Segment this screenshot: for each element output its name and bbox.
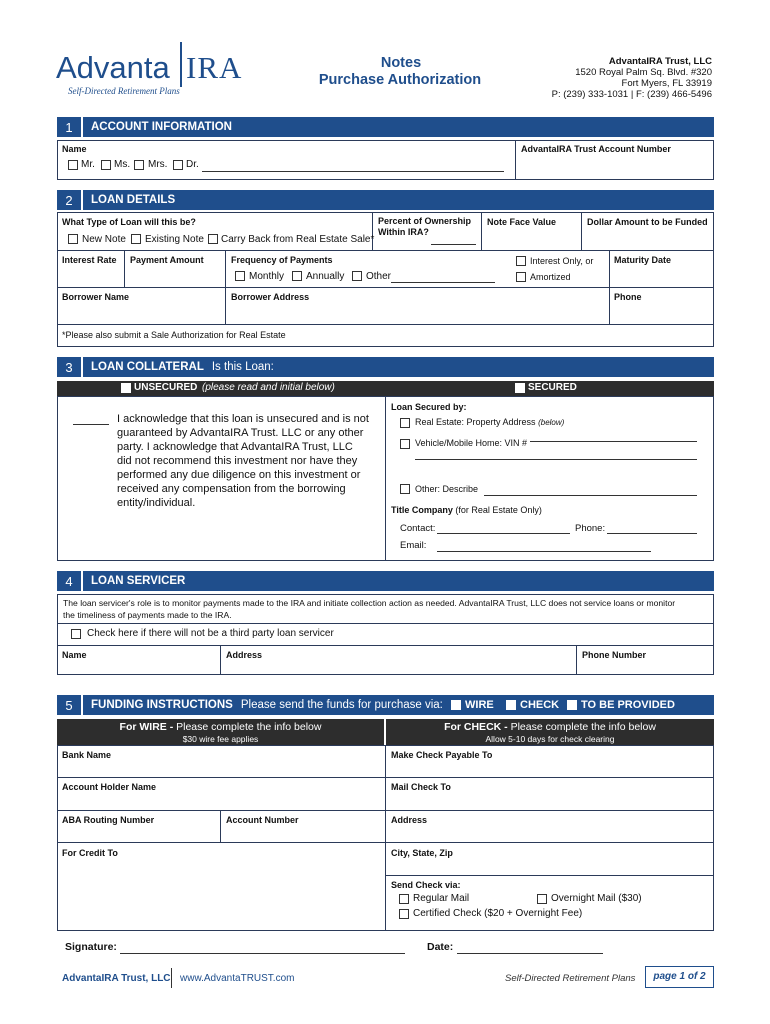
other-freq-checkbox[interactable]: [352, 271, 362, 281]
initial-line[interactable]: [73, 424, 109, 425]
carry-back-label: Carry Back from Real Estate Sale*: [221, 234, 375, 245]
interest-rate-label: Interest Rate: [62, 255, 117, 265]
title-phone-label: Phone:: [575, 523, 606, 534]
footer-website[interactable]: www.AdvantaTRUST.com: [180, 973, 295, 984]
mr-checkbox[interactable]: [68, 160, 78, 170]
divider: [576, 645, 577, 675]
check-header-line: [386, 721, 714, 733]
email-line[interactable]: [437, 551, 651, 552]
monthly-checkbox[interactable]: [235, 271, 245, 281]
account-holder-label: Account Holder Name: [62, 782, 157, 792]
section-2-title-text: LOAN DETAILS: [91, 194, 176, 206]
monthly-label: Monthly: [249, 271, 285, 282]
mr-label: Mr.: [81, 159, 95, 170]
pct-ownership-input-line[interactable]: [431, 244, 476, 245]
section-5-title-text: FUNDING INSTRUCTIONS: [91, 699, 233, 711]
contact-label: Contact:: [400, 523, 436, 534]
company-phone-fax: P: (239) 333-1031 | F: (239) 466-5496: [551, 89, 712, 100]
divider: [57, 287, 714, 288]
interest-only-checkbox[interactable]: [516, 256, 526, 266]
wire-option-label: WIRE: [465, 699, 494, 711]
footer-company: AdvantaIRA Trust, LLC: [62, 973, 171, 984]
ms-label: Ms.: [114, 159, 131, 170]
divider: [385, 875, 714, 876]
payment-amount-label: Payment Amount: [130, 255, 204, 265]
ack-line-3: party. I acknowledge that AdvantaIRA Trust, LLC: [117, 441, 353, 453]
divider: [225, 250, 226, 287]
dr-label: Dr.: [186, 159, 199, 170]
frequency-label: Frequency of Payments: [231, 255, 333, 265]
secured-label: SECURED: [528, 382, 577, 393]
account-number-wire-label: Account Number: [226, 815, 299, 825]
divider: [57, 842, 714, 843]
form-title-line1: Notes: [380, 55, 422, 71]
footer-page-number: page 1 of 2: [653, 971, 706, 982]
servicer-description-2: the timeliness of payments made to the IRA.: [63, 610, 232, 620]
loan-type-label: What Type of Loan will this be?: [62, 217, 196, 227]
unsecured-note: (please read and initial below): [202, 382, 335, 393]
to-be-provided-checkbox[interactable]: [567, 700, 577, 710]
wire-header-text: Please complete the info below: [176, 721, 322, 733]
signature-label: Signature:: [65, 941, 117, 953]
to-be-provided-label: TO BE PROVIDED: [581, 699, 675, 711]
account-number-label: AdvantaIRA Trust Account Number: [521, 144, 671, 154]
pct-ownership-label-2: Within IRA?: [378, 227, 429, 237]
footer-divider: [171, 968, 172, 988]
check-header: [386, 719, 714, 746]
divider: [220, 645, 221, 675]
vehicle-checkbox[interactable]: [400, 439, 410, 449]
borrower-address-label: Borrower Address: [231, 292, 310, 302]
form-title-line2: Purchase Authorization: [318, 72, 482, 88]
secured-checkbox[interactable]: [515, 383, 525, 393]
signature-line[interactable]: [120, 953, 405, 954]
section-5-number: 5: [57, 695, 81, 715]
certified-check-label: Certified Check ($20 + Overnight Fee): [413, 908, 583, 919]
section-2-number: 2: [57, 190, 81, 210]
loan-secured-by-label: Loan Secured by:: [391, 402, 467, 412]
wire-header-line: [57, 721, 384, 733]
new-note-checkbox[interactable]: [68, 234, 78, 244]
section-4-number: 4: [57, 571, 81, 591]
property-address-line-2[interactable]: [415, 459, 697, 460]
servicer-name-label: Name: [62, 650, 87, 660]
real-estate-note: *Please also submit a Sale Authorization for Real Estate: [62, 330, 286, 340]
real-estate-checkbox[interactable]: [400, 418, 410, 428]
section-3-number: 3: [57, 357, 81, 377]
other-collateral-label: Other: Describe: [415, 484, 479, 494]
divider: [515, 140, 516, 180]
servicer-description-1: The loan servicer's role is to monitor payments made to the IRA and initiate collection action as needed. AdvantaIRA Trust, LLC does not service loans or monitor: [63, 598, 676, 608]
annually-label: Annually: [306, 271, 345, 282]
borrower-phone-label: Phone: [614, 292, 642, 302]
carry-back-checkbox[interactable]: [208, 234, 218, 244]
date-label: Date:: [427, 941, 454, 953]
other-collateral-checkbox[interactable]: [400, 484, 410, 494]
real-estate-label-text: Real Estate: Property Address: [415, 417, 536, 427]
check-checkbox[interactable]: [506, 700, 516, 710]
name-label: Name: [62, 144, 87, 154]
no-servicer-label: Check here if there will not be a third party loan servicer: [87, 628, 334, 639]
certified-check-checkbox[interactable]: [399, 909, 409, 919]
wire-header: [57, 719, 384, 746]
below-note: (below): [538, 418, 565, 427]
mrs-label: Mrs.: [148, 159, 168, 170]
annually-checkbox[interactable]: [292, 271, 302, 281]
check-header-text: Please complete the info below: [510, 721, 656, 733]
divider: [124, 250, 125, 287]
send-check-via-label: Send Check via:: [391, 880, 461, 890]
ack-line-1: I acknowledge that this loan is unsecured and is not: [117, 413, 369, 425]
servicer-address-label: Address: [226, 650, 263, 660]
existing-note-checkbox[interactable]: [131, 234, 141, 244]
amortized-label: Amortized: [530, 272, 571, 282]
note-face-value-label: Note Face Value: [487, 217, 557, 227]
ack-line-4: did not recommend this investment nor have they: [117, 455, 358, 467]
ack-line-7: entity/individual.: [117, 497, 196, 509]
date-line[interactable]: [457, 953, 603, 954]
amortized-checkbox[interactable]: [516, 272, 526, 282]
email-label: Email:: [400, 540, 427, 551]
divider: [481, 212, 482, 250]
other-freq-input-line[interactable]: [391, 282, 495, 283]
ack-line-2: guaranteed by AdvantaIRA Trust. LLC or any other: [117, 427, 364, 439]
title-company-label-text: Title Company: [391, 505, 453, 515]
borrower-name-label: Borrower Name: [62, 292, 130, 302]
company-address1: 1520 Royal Palm Sq. Blvd. #320: [575, 67, 712, 78]
vehicle-label: Vehicle/Mobile Home: VIN #: [415, 438, 530, 448]
divider: [225, 287, 226, 324]
contact-line[interactable]: [437, 533, 570, 534]
wire-checkbox[interactable]: [451, 700, 461, 710]
check-option-label: CHECK: [520, 699, 560, 711]
ms-checkbox[interactable]: [101, 160, 111, 170]
company-name: AdvantaIRA Trust, LLC: [608, 56, 712, 67]
check-header-bold: For CHECK -: [444, 721, 508, 733]
mail-check-to-label: Mail Check To: [391, 782, 451, 792]
overnight-mail-checkbox[interactable]: [537, 894, 547, 904]
divider: [581, 212, 582, 250]
regular-mail-checkbox[interactable]: [399, 894, 409, 904]
no-servicer-checkbox[interactable]: [71, 629, 81, 639]
title-company-label: [391, 505, 542, 515]
divider: [57, 324, 714, 325]
aba-routing-label: ABA Routing Number: [62, 815, 155, 825]
title-company-note: (for Real Estate Only): [455, 505, 542, 515]
section-1-title-text: ACCOUNT INFORMATION: [91, 121, 232, 133]
title-phone-line[interactable]: [607, 533, 697, 534]
payable-to-label: Make Check Payable To: [391, 750, 493, 760]
name-input-line[interactable]: [202, 171, 504, 172]
unsecured-checkbox[interactable]: [121, 383, 131, 393]
ack-line-5: performed any due diligence on this investment or: [117, 469, 361, 481]
divider: [609, 250, 610, 287]
logo-advanta: Advanta: [56, 50, 170, 85]
new-note-label: New Note: [82, 234, 126, 245]
section-1-number: 1: [57, 117, 81, 137]
footer-tagline: Self-Directed Retirement Plans: [505, 973, 636, 984]
pct-ownership-label: Percent of Ownership: [378, 216, 472, 226]
interest-only-label: Interest Only, or: [530, 256, 594, 266]
divider: [57, 623, 714, 624]
ack-line-6: received any compensation from the borrowing: [117, 483, 346, 495]
section-3-title: [83, 357, 714, 377]
section-4-title: [83, 571, 714, 591]
divider: [385, 396, 386, 561]
check-address-label: Address: [391, 815, 428, 825]
mrs-checkbox[interactable]: [134, 160, 144, 170]
divider: [57, 645, 714, 646]
section-1-title: [83, 117, 714, 137]
city-state-zip-label: City, State, Zip: [391, 848, 453, 858]
divider: [385, 745, 386, 931]
for-credit-to-label: For Credit To: [62, 848, 118, 858]
dr-checkbox[interactable]: [173, 160, 183, 170]
divider: [609, 287, 610, 324]
unsecured-label: UNSECURED: [134, 382, 198, 393]
maturity-date-label: Maturity Date: [614, 255, 672, 265]
overnight-mail-label: Overnight Mail ($30): [551, 893, 642, 904]
divider: [57, 810, 714, 811]
regular-mail-label: Regular Mail: [413, 893, 470, 904]
logo-tagline: Self-Directed Retirement Plans: [68, 86, 180, 96]
dollar-amount-label: Dollar Amount to be Funded: [587, 217, 708, 227]
section-4-title-text: LOAN SERVICER: [91, 575, 186, 587]
company-address2: Fort Myers, FL 33919: [621, 78, 712, 89]
divider: [220, 810, 221, 842]
check-days: Allow 5-10 days for check clearing: [485, 734, 615, 744]
logo-divider: [180, 42, 182, 87]
section-5-subtitle: Please send the funds for purchase via:: [240, 699, 443, 711]
section-2-title: [83, 190, 714, 210]
other-freq-label: Other: [366, 271, 392, 282]
other-collateral-line[interactable]: [484, 495, 697, 496]
wire-header-bold: For WIRE -: [119, 721, 174, 733]
existing-note-label: Existing Note: [145, 234, 204, 245]
divider: [57, 250, 714, 251]
divider: [57, 777, 714, 778]
servicer-phone-label: Phone Number: [582, 650, 647, 660]
section-3-title-text: LOAN COLLATERAL: [91, 361, 204, 373]
logo-ira: IRA: [186, 50, 243, 85]
real-estate-label: [415, 417, 564, 427]
bank-name-label: Bank Name: [62, 750, 112, 760]
section-3-subtitle: Is this Loan:: [211, 361, 274, 373]
wire-fee: $30 wire fee applies: [182, 734, 259, 744]
